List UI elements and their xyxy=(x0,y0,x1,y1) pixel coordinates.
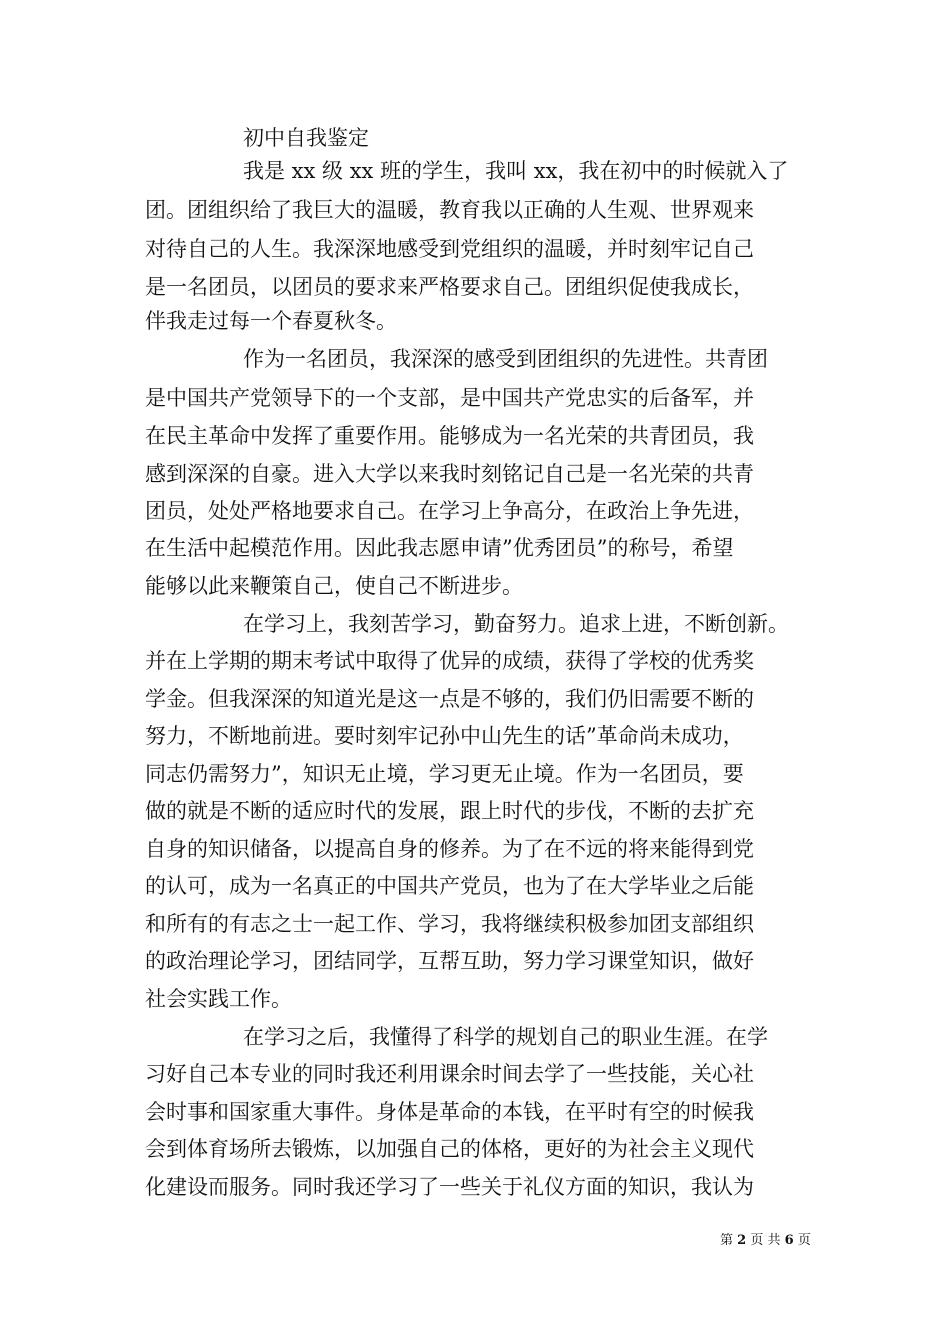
text-line: 我是 xx 级 xx 班的学生，我叫 xx，我在初中的时候就入了 xyxy=(243,159,789,183)
footer-suffix: 页 xyxy=(797,1233,811,1248)
text-line: 做的就是不断的适应时代的发展，跟上时代的步伐，不断的去扩充 xyxy=(145,799,754,823)
text-line: 学金。但我深深的知道光是这一点是不够的，我们仍旧需要不断的 xyxy=(145,687,754,711)
text-line: 习好自己本专业的同时我还利用课余时间去学了一些技能，关心社 xyxy=(145,1062,754,1086)
text-line: 是一名团员，以团员的要求来严格要求自己。团组织促使我成长， xyxy=(145,275,754,299)
text-line: 的政治理论学习，团结同学，互帮互助，努力学习课堂知识，做好 xyxy=(145,949,754,973)
total-page-number: 6 xyxy=(784,1233,794,1248)
text-line: 在学习之后，我懂得了科学的规划自己的职业生涯。在学 xyxy=(243,1025,768,1049)
text-line: 是中国共产党领导下的一个支部，是中国共产党忠实的后备军，并 xyxy=(145,386,754,410)
document-title: 初中自我鉴定 xyxy=(243,126,369,150)
text-line: 感到深深的自豪。进入大学以来我时刻铭记自己是一名光荣的共青 xyxy=(145,462,754,486)
text-line: 并在上学期的期末考试中取得了优异的成绩，获得了学校的优秀奖 xyxy=(145,649,754,673)
text-line: 和所有的有志之士一起工作、学习，我将继续积极参加团支部组织 xyxy=(145,912,754,936)
current-page-number: 2 xyxy=(737,1233,747,1248)
text-line: 在学习上，我刻苦学习，勤奋努力。追求上进，不断创新。 xyxy=(243,612,789,636)
text-line: 作为一名团员，我深深的感受到团组织的先进性。共青团 xyxy=(243,347,768,371)
text-line: 会到体育场所去锻炼，以加强自己的体格，更好的为社会主义现代 xyxy=(145,1137,754,1161)
page-footer xyxy=(720,1232,811,1250)
text-line: 能够以此来鞭策自己，使自己不断进步。 xyxy=(145,574,523,598)
text-line: 伴我走过每一个春夏秋冬。 xyxy=(145,309,397,333)
text-line: 团员，处处严格地要求自己。在学习上争高分，在政治上争先进， xyxy=(145,499,754,523)
text-line: 自身的知识储备，以提高自身的修养。为了在不远的将来能得到党 xyxy=(145,837,754,861)
text-line: 的认可，成为一名真正的中国共产党员，也为了在大学毕业之后能 xyxy=(145,874,754,898)
text-line: 对待自己的人生。我深深地感受到党组织的温暖，并时刻牢记自己 xyxy=(145,237,754,261)
footer-prefix: 第 xyxy=(720,1233,734,1248)
text-line: 在生活中起模范作用。因此我志愿申请”优秀团员”的称号，希望 xyxy=(145,536,734,560)
text-line: 在民主革命中发挥了重要作用。能够成为一名光荣的共青团员，我 xyxy=(145,424,754,448)
text-line: 努力，不断地前进。要时刻牢记孙中山先生的话”革命尚未成功， xyxy=(145,724,744,748)
text-line: 化建设而服务。同时我还学习了一些关于礼仪方面的知识，我认为 xyxy=(145,1175,754,1199)
footer-middle: 页 共 xyxy=(750,1233,781,1248)
text-line: 社会实践工作。 xyxy=(145,987,292,1011)
text-line: 同志仍需努力”，知识无止境，学习更无止境。作为一名团员，要 xyxy=(145,762,744,786)
text-line: 会时事和国家重大事件。身体是革命的本钱，在平时有空的时候我 xyxy=(145,1100,754,1124)
text-line: 团。团组织给了我巨大的温暖，教育我以正确的人生观、世界观来 xyxy=(145,198,754,222)
